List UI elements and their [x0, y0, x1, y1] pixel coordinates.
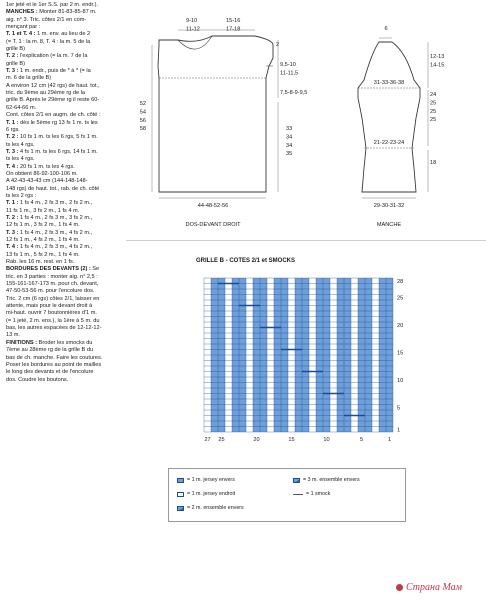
row-label: 25 [397, 295, 404, 302]
text-line: On obtient 86-92-100-106 m. [6, 170, 78, 177]
text-line: mençant par : [6, 24, 41, 31]
text-line: ts les 2 rgs : [6, 192, 37, 199]
text-line: BORDURES DES DEVANTS (2) : Se [6, 266, 100, 273]
text-line: bas de ch. manche. Faire les coutures. [6, 354, 103, 361]
row-label: 28 [397, 279, 404, 285]
text-line: T. 2 : 10 fs 1 m. ts les 6 rgs, 5 fs 1 m. [6, 134, 98, 141]
grid-title: GRILLE B - COTES 2/1 et SMOCKS [196, 258, 296, 264]
text-line: 13 m. [6, 332, 20, 339]
legend-jersey-envers: = 1 m. jersey envers [177, 477, 235, 483]
text-line: Poser les bordures au point de mailles [6, 361, 102, 368]
garment-schematics [126, 0, 486, 238]
text-line: grille B. Après le 29ème rg il reste 60- [6, 97, 100, 104]
text-line: 155-161-167-173 m. pour ch. devant, [6, 281, 99, 288]
text-line: T. 4 : 20 fs 1 m. ts les 4 rgs. [6, 163, 75, 170]
text-line: (= 1 jeté, 2 m. ens.), la 1ère à 5 m. du [6, 317, 100, 324]
column-label: 5 [359, 437, 364, 443]
watermark-logo: Страна Мам [396, 582, 462, 593]
text-line: 148 rgs) de haut. tot., rab. de ch. côté [6, 185, 100, 192]
text-line: Cont. côtes 2/1 en augm. de ch. côté : [6, 112, 101, 119]
text-line: mi-haut. ouvrir 7 boutonnières d'1 m. [6, 310, 97, 317]
text-line: 1er jeté et le 1er S.S. par 2 m. endr.). [6, 2, 99, 8]
text-line: Rab. les 16 m. rest. en 1 fs. [6, 259, 75, 266]
text-line: 62-64-66 m. [6, 104, 37, 111]
body-total-height-label: 52 54 56 58 [139, 101, 146, 133]
text-line: m. 6 de la grille B) [6, 75, 52, 82]
text-line: T. 1 : dès le 5ème rg 13 fs 1 m. ts les [6, 119, 98, 126]
column-label: 27 [204, 437, 211, 443]
text-line: 47-50-53-56 m. pour l'encolure dos. [6, 288, 95, 295]
sleeve-outline [358, 42, 420, 192]
body-armhole-label: 7,5-8-9-9,5 [280, 90, 308, 96]
row-label: 15 [397, 350, 404, 357]
smock-line-icon [293, 494, 303, 495]
text-line: FINITIONS : Broder les smocks du [6, 339, 93, 346]
text-line: grille B) [6, 60, 25, 67]
sleeve-mid-height-label: 24 25 25 25 [430, 92, 437, 124]
triangle-decrease-icon [293, 478, 300, 483]
text-line: 7ème au 28ème rg de la grille B du [6, 347, 94, 354]
text-line: Tric. 2 cm (6 rgs) côtes 2/1, laisser en [6, 295, 100, 302]
text-line: tric. en 3 parties : monter aig. n° 2,5 : [6, 273, 98, 280]
text-line: T. 3 : 4 fs 1 m. ts les 6 rgs, 14 fs 1 m. [6, 148, 98, 155]
decrease-square-icon [177, 506, 184, 511]
legend-trois-ensemble: = 3 m. ensemble envers [293, 477, 360, 483]
row-label: 5 [397, 405, 401, 412]
text-line: ts les 4 rgs. [6, 141, 35, 148]
legend [168, 468, 406, 522]
body-shoulder-label: 2 [276, 42, 280, 48]
sleeve-cap-width-label: 31-33-36-38 [373, 80, 405, 86]
column-label: 1 [387, 437, 392, 443]
sleeve-cuff-height-label: 18 [430, 160, 437, 166]
instructions-text [6, 2, 124, 384]
body-top-left-label: 9-10 11-12 [186, 18, 200, 33]
text-line: 13 fs 1 m., 5 fs 2 m., 1 fs 4 m. [6, 251, 80, 258]
text-line: T. 3 : 1 fs 4 m., 2 fs 3 m., 4 fs 2 m., [6, 229, 93, 236]
text-line: ts les 4 rgs. [6, 156, 35, 163]
row-label: 20 [397, 323, 404, 329]
row-label: 10 [397, 378, 404, 384]
text-line: A 42-43-43-43 cm (144-148-148- [6, 178, 88, 185]
text-line: bas, les autres espacées de 12-12-12- [6, 325, 102, 332]
text-line: 12 fs 1 m., 3 fs 2 m., 1 fs 4 m. [6, 222, 80, 229]
white-square-icon [177, 492, 184, 497]
sleeve-top-label: 6 [384, 26, 388, 32]
body-side-height-label: 33 34 34 35 [286, 126, 293, 158]
section-divider [126, 240, 486, 241]
column-label: 20 [253, 437, 260, 443]
body-width-label: 44-48-52-56 [197, 203, 229, 209]
row-label: 1 [397, 427, 401, 434]
text-line: T. 4 : 1 fs 4 m., 2 fs 3 m., 4 fs 2 m., [6, 244, 93, 251]
text-line: aig. n° 3. Tric. côtes 2/1 en com- [6, 16, 87, 23]
legend-jersey-endroit: = 1 m. jersey endroit [177, 491, 235, 497]
text-line: T. 1 : 1 fs 4 m., 2 fs 3 m., 2 fs 2 m., [6, 200, 93, 207]
text-line: grille B) [6, 46, 25, 53]
text-line: T. 3 : 1 m. endr., puis de * à * (= la [6, 68, 91, 75]
text-line: T. 2 : l'explication (= la m. 7 de la [6, 53, 88, 60]
sleeve-caption: MANCHE [376, 222, 402, 228]
text-line: T. 2 : 1 fs 4 m., 2 fs 3 m., 3 fs 2 m., [6, 214, 93, 221]
blue-square-icon [177, 478, 184, 483]
legend-deux-ensemble: = 2 m. ensemble envers [177, 505, 244, 511]
text-line: 12 fs 1 m., 4 fs 2 m., 1 fs 4 m. [6, 237, 80, 243]
text-line: tric. du 9ème au 29ème rg de la [6, 90, 85, 97]
text-line: dos. Coudre les boutons. [6, 376, 69, 383]
sleeve-cap-height-label: 12-13 14-15 [430, 54, 445, 69]
column-label: 10 [323, 437, 330, 443]
sleeve-mid-width-label: 21-22-23-24 [373, 140, 405, 146]
sleeve-bottom-width-label: 29-30-31-32 [373, 203, 405, 209]
body-outline [158, 36, 273, 192]
body-armhole-top-label: 9,5-10 11-11,5 [280, 62, 299, 77]
body-top-right-label: 15-16 17-18 [226, 18, 241, 33]
column-label: 25 [218, 437, 225, 443]
stitch-grid [202, 276, 417, 461]
legend-smock: = 1 smock [293, 491, 330, 497]
text-line: MANCHES : Monter 81-83-85-87 m. [6, 9, 97, 16]
text-line: T. 1 et T. 4 : 1 m. env. au lieu de 2 [6, 31, 91, 38]
logo-icon [396, 584, 403, 591]
body-caption: DOS-DEVANT DROIT [185, 222, 241, 228]
text-line: (= T. 1 : la m. 8, T. 4 : la m. 5 de la [6, 38, 91, 45]
text-line: le long des devants et de l'encolure [6, 369, 94, 376]
text-line: A environ 12 cm (42 rgs) de haut. tot., [6, 82, 100, 89]
text-line: 6 rgs. [6, 126, 20, 133]
text-line: attente, mais pour le devant droit à [6, 303, 93, 310]
column-label: 15 [288, 437, 295, 443]
text-line: 11 fs 1 m., 3 fs 2 m., 1 fs 4 m. [6, 207, 80, 214]
